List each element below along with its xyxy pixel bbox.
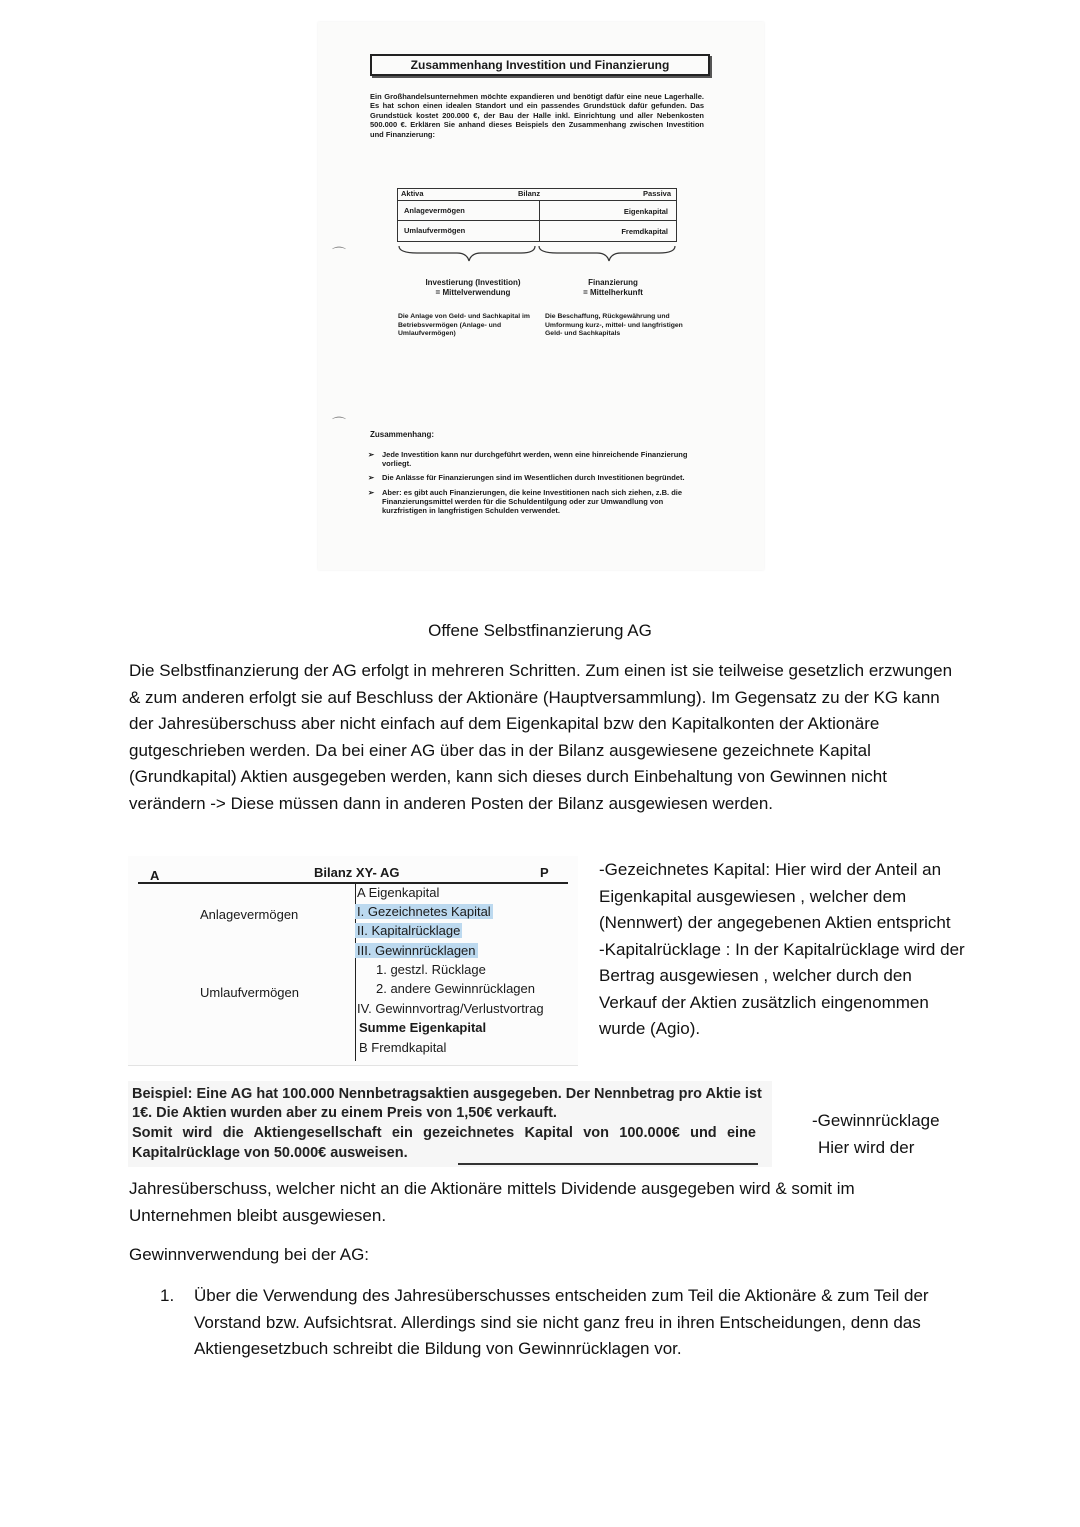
curly-braces: [397, 244, 677, 264]
bilanz-aktiva: Aktiva: [401, 189, 424, 198]
finanzierung-heading: Finanzierung: [588, 278, 638, 287]
list-item: Über die Verwendung des Jahresüberschusses entscheiden zum Teil die Aktionäre & zum Teil der Vorstand bzw. Aufsichtsrat. Allerdings sind sie nicht ganz freu in ihren Entscheidungen, denn das Aktiengesetzbuch schreibt die Bildung von Gewinnrücklagen vor.: [194, 1286, 929, 1358]
gewinnruecklage-note: -Gewinnrücklage Hier wird der: [812, 1111, 940, 1157]
scan-mark: ⌒: [332, 416, 346, 432]
bilanz2-gewinnruecklagen: III. Gewinnrücklagen: [357, 943, 476, 958]
worksheet-intro: Ein Großhandelsunternehmen möchte expandieren und benötigt dafür eine neue Lagerhalle. Es hat schon einen idealen Standort und ein passendes Grundstück dafür gefunden. Das Grundstück kostet 200.000 €, der Bau der Halle inkl. Einrichtung und aller Nebenkosten 500.000 €. Erklären Sie anhand dieses Beispiels den Zusammenhang zwischen Investition und Finanzierung:: [370, 92, 704, 139]
list-number: 1.: [160, 1286, 175, 1305]
section-heading: Offene Selbstfinanzierung AG: [428, 621, 652, 640]
bilanz2-gezeichnet: I. Gezeichnetes Kapital: [357, 904, 491, 919]
bilanz2-eigen: A Eigenkapital: [357, 885, 440, 900]
ag-balance-sheet: [128, 856, 578, 1066]
bilanz2-umlauf: Umlaufvermögen: [200, 985, 299, 1000]
bilanz-anlage: Anlagevermögen: [404, 206, 465, 215]
investition-description: Die Anlage von Geld- und Sachkapital im Betriebsvermögen (Anlage- und Umlaufvermögen): [398, 313, 530, 338]
bilanz2-summe: Summe Eigenkapital: [359, 1020, 487, 1035]
example-box: [128, 1081, 772, 1167]
list-item: ➢ Jede Investition kann nur durchgeführt werden, wenn eine hinreichende Finanzierung vorliegt.: [368, 450, 688, 469]
bilanz2-kapitalruecklage: II. Kapitalrücklage: [357, 923, 461, 938]
bilanz2-anlage: Anlagevermögen: [200, 907, 299, 922]
investition-column: [403, 278, 543, 298]
side-explanation: -Gezeichnetes Kapital: Hier wird der Anteil an Eigenkapital ausgewiesen , welcher dem (Nennwert) der angegebenen Aktien entspricht -Kapitalrücklage : In der Kapitalrücklage wird der Bertrag ausgewiesen , welcher durch den Verkauf der Aktien zusätzlich eingenommen wurde (Agio).: [599, 860, 965, 1038]
investition-subheading: = Mittelverwendung: [435, 288, 511, 297]
continued-paragraph: Jahresüberschuss, welcher nicht an die Aktionäre mittels Dividende ausgegeben wird & somit im Unternehmen bleibt ausgewiesen.: [129, 1179, 855, 1225]
arrow-bullet-icon: ➢: [368, 450, 375, 459]
scan-mark: ⌒: [332, 246, 346, 262]
arrow-bullet-icon: ➢: [368, 487, 375, 497]
list-item: ➢ Die Anlässe für Finanzierungen sind im Wesentlichen durch Investitionen begründet.: [368, 473, 685, 483]
example-line: Somit wird die Aktiengesellschaft ein gezeichnetes Kapital von 100.000€ und eine: [132, 1125, 756, 1141]
bilanz-eigen: Eigenkapital: [623, 207, 668, 216]
gewinnverwendung-heading: Gewinnverwendung bei der AG:: [129, 1245, 370, 1264]
finanzierung-column: [543, 278, 683, 298]
example-line: Kapitalrücklage von 50.000€ ausweisen.: [132, 1145, 408, 1161]
list-item: ➢ Aber: es gibt auch Finanzierungen, die keine Investitionen nach sich ziehen, z.B. die Finanzierungsmittel werden für die Schuldentilgung oder zur Umwandlung von kurzfristigen in langfristigen Schulden verwendet.: [368, 487, 683, 516]
bilanz2-p: P: [540, 865, 549, 880]
bilanz2-a: A: [150, 868, 160, 883]
investition-heading: Investierung (Investition): [425, 278, 521, 287]
worksheet-balance-sheet: [397, 188, 677, 242]
bilanz2-title: Bilanz XY- AG: [314, 865, 400, 880]
finanzierung-subheading: = Mittelherkunft: [583, 288, 643, 297]
zusammenhang-heading: Zusammenhang:: [370, 430, 435, 439]
zusammenhang-list: [368, 450, 708, 520]
bilanz-umlauf: Umlaufvermögen: [404, 226, 466, 235]
example-line: Beispiel: Eine AG hat 100.000 Nennbetragsaktien ausgegeben. Der Nennbetrag pro Aktie ist: [132, 1086, 762, 1102]
bilanz-passiva: Passiva: [643, 189, 671, 198]
bilanz2-fremd: B Fremdkapital: [359, 1040, 447, 1055]
bilanz-title: Bilanz: [518, 189, 541, 198]
bilanz2-andere: 2. andere Gewinnrücklagen: [376, 981, 535, 996]
intro-paragraph: Die Selbstfinanzierung der AG erfolgt in mehreren Schritten. Zum einen ist sie teilweise gesetzlich erzwungen & zum anderen erfolgt sie auf Beschluss der Aktionäre (Hauptversammlung). Im Gegensatz zu der KG kann der Jahresüberschuss aber nicht einfach auf dem Eigenkapital bzw den Kapitalkonten der Aktionäre gutgeschrieben werden. Da bei einer AG über das in der Bilanz ausgewiesene gezeichnete Kapital (Grundkapital) Aktien ausgegeben werden, kann sich dieses durch Einbehaltung von Gewinnen nicht verändern -> Diese müssen dann in anderen Posten der Bilanz ausgewiesen werden.: [129, 661, 953, 813]
arrow-bullet-icon: ➢: [368, 473, 375, 483]
worksheet-title: Zusammenhang Investition und Finanzierung: [370, 54, 710, 76]
example-line: 1€. Die Aktien wurden aber zu einem Preis von 1,50€ verkauft.: [132, 1105, 557, 1121]
bilanz-fremd: Fremdkapital: [621, 227, 668, 236]
scanned-worksheet: [318, 22, 764, 570]
bilanz2-vortrag: IV. Gewinnvortrag/Verlustvortrag: [357, 1001, 544, 1016]
finanzierung-description: Die Beschaffung, Rückgewährung und Umformung kurz-, mittel- und langfristigen Geld- und Sachkapitals: [545, 313, 683, 338]
bilanz2-gesetzl: 1. gestzl. Rücklage: [376, 962, 486, 977]
